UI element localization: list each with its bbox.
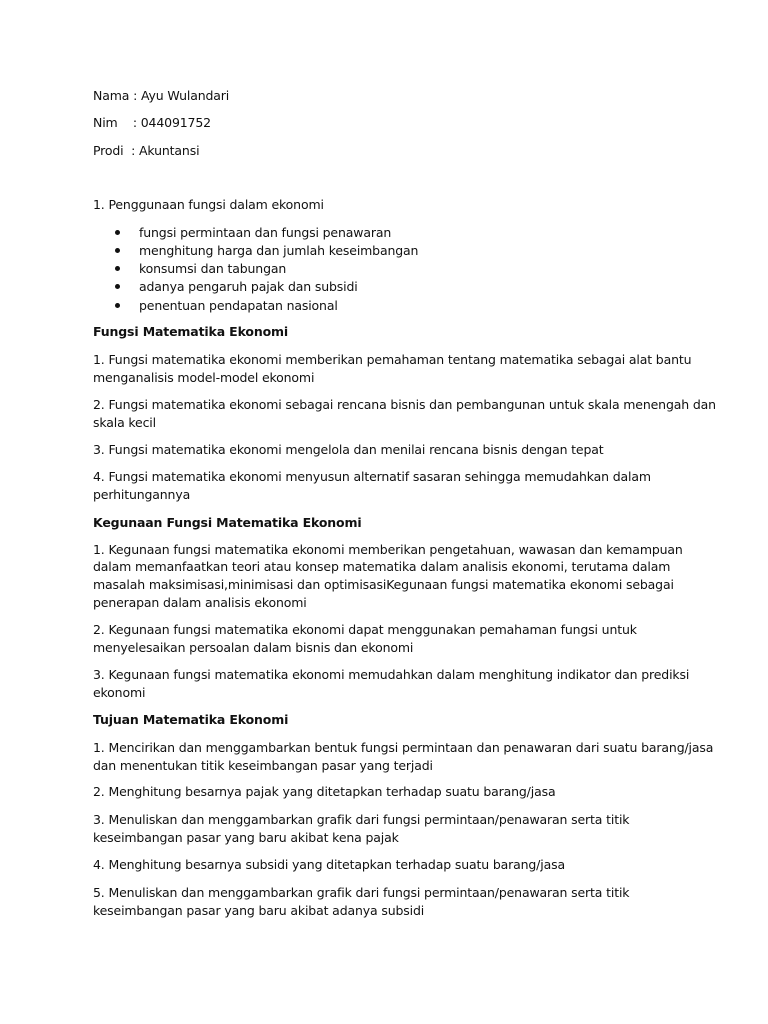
paragraph-line: keseimbangan pasar yang baru akibat kena pajak [93, 830, 399, 845]
student-prodi: Prodi : Akuntansi [93, 143, 200, 158]
paragraph-line: 2. Kegunaan fungsi matematika ekonomi dapat menggunakan pemahaman fungsi untuk [93, 622, 637, 637]
paragraph-line: ekonomi [93, 685, 146, 700]
bullet-icon [115, 248, 120, 253]
paragraph-line: menganalisis model-model ekonomi [93, 370, 315, 385]
paragraph-line: menyelesaikan persoalan dalam bisnis dan ekonomi [93, 640, 414, 655]
bullet-icon [115, 303, 120, 308]
paragraph-line: 3. Kegunaan fungsi matematika ekonomi memudahkan dalam menghitung indikator dan prediksi [93, 667, 690, 682]
paragraph-line: 2. Menghitung besarnya pajak yang ditetapkan terhadap suatu barang/jasa [93, 784, 556, 799]
student-nim: Nim : 044091752 [93, 115, 211, 130]
paragraph-line: keseimbangan pasar yang baru akibat adanya subsidi [93, 903, 425, 918]
paragraph-line: 3. Fungsi matematika ekonomi mengelola dan menilai rencana bisnis dengan tepat [93, 442, 604, 457]
paragraph-line: penerapan dalam analisis ekonomi [93, 595, 307, 610]
paragraph-line: masalah maksimisasi,minimisasi dan optimisasiKegunaan fungsi matematika ekonomi sebagai [93, 577, 674, 592]
heading-kegunaan: Kegunaan Fungsi Matematika Ekonomi [93, 515, 362, 530]
bullet-icon [115, 284, 120, 289]
section-title-penggunaan: 1. Penggunaan fungsi dalam ekonomi [93, 197, 324, 212]
paragraph-line: 4. Menghitung besarnya subsidi yang ditetapkan terhadap suatu barang/jasa [93, 857, 565, 872]
heading-tujuan: Tujuan Matematika Ekonomi [93, 712, 289, 727]
paragraph-line: 1. Kegunaan fungsi matematika ekonomi memberikan pengetahuan, wawasan dan kemampuan [93, 542, 683, 557]
bullet-icon [115, 230, 120, 235]
paragraph-line: dalam memanfaatkan teori atau konsep matematika dalam analisis ekonomi, terutama dalam [93, 559, 671, 574]
paragraph-line: 2. Fungsi matematika ekonomi sebagai rencana bisnis dan pembangunan untuk skala menengah dan [93, 397, 716, 412]
paragraph-line: dan menentukan titik keseimbangan pasar yang terjadi [93, 758, 433, 773]
paragraph-line: perhitungannya [93, 487, 191, 502]
paragraph-line: 4. Fungsi matematika ekonomi menyusun alternatif sasaran sehingga memudahkan dalam [93, 469, 651, 484]
paragraph-line: skala kecil [93, 415, 156, 430]
paragraph-line: 1. Fungsi matematika ekonomi memberikan pemahaman tentang matematika sebagai alat bantu [93, 352, 692, 367]
paragraph-line: 3. Menuliskan dan menggambarkan grafik dari fungsi permintaan/penawaran serta titik [93, 812, 630, 827]
student-name: Nama : Ayu Wulandari [93, 88, 230, 103]
heading-fungsi: Fungsi Matematika Ekonomi [93, 324, 289, 339]
paragraph-line: 1. Mencirikan dan menggambarkan bentuk fungsi permintaan dan penawaran dari suatu barang/jasa [93, 740, 714, 755]
paragraph-line: 5. Menuliskan dan menggambarkan grafik dari fungsi permintaan/penawaran serta titik [93, 885, 630, 900]
bullet-icon [115, 266, 120, 271]
